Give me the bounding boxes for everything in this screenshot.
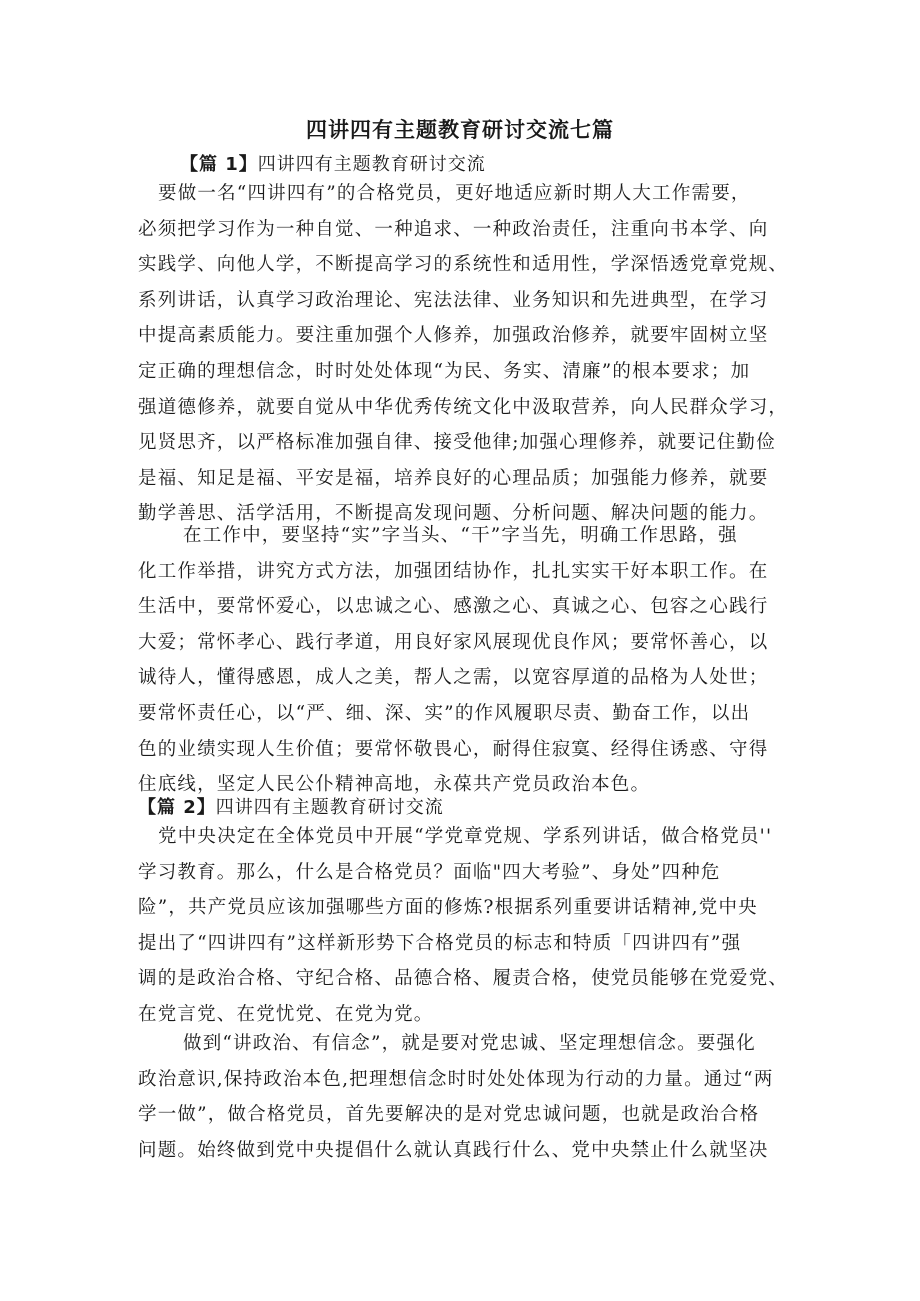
text-line: 党中央决定在全体党员中开展“学党章党规、学系列讲话，做合格党员'' [158, 826, 773, 847]
text-line: 见贤思齐，以严格标准加强自律、接受他律;加强心理修养，就要记住勤俭 [138, 432, 776, 454]
section-2-paragraph-1 [138, 819, 788, 1033]
text-line: 定正确的理想信念，时时处处体现“为民、务实、清廉”的根本要求；加 [138, 360, 751, 382]
text-line: 色的业绩实现人生价值；要常怀敬畏心，耐得住寂寞、经得住诱惑、守得 [138, 738, 769, 760]
text-line: 学一做”，做合格党员，首先要解决的是对党忠诚问题，也就是政治合格 [138, 1104, 760, 1126]
section-2-tag: 【篇 2】 [138, 797, 216, 818]
section-1-heading [180, 150, 486, 176]
text-line: 住底线，坚定人民公仆精神高地，永葆共产党员政治本色。 [138, 774, 651, 796]
text-line: 学习教育。那么，什么是合格党员？面临"四大考验”、身处”四种危 [138, 861, 721, 883]
section-2-paragraph-2 [138, 1026, 774, 1168]
document-title: 四讲四有主题教育研讨交流七篇 [306, 118, 614, 142]
text-line: 大爱；常怀孝心、践行孝道，用良好家风展现优良作风；要常怀善心，以 [138, 631, 769, 653]
text-line: 诚待人，懂得感恩，成人之美，帮人之需，以宽容厚道的品格为人处世； [138, 667, 769, 689]
text-line: 生活中，要常怀爱心，以忠诚之心、感激之心、真诚之心、包容之心践行 [138, 596, 769, 618]
text-line: 要做一名“四讲四有”的合格党员，更好地适应新时期人大工作需要， [158, 183, 751, 204]
text-line: 在党言党、在党忧党、在党为党。 [138, 1003, 434, 1025]
text-line: 必须把学习作为一种自觉、一种追求、一种政治责任，注重向书本学、向 [138, 218, 769, 240]
section-2-heading [138, 793, 444, 819]
text-line: 系列讲话，认真学习政治理论、宪法法律、业务知识和先进典型，在学习 [138, 289, 769, 311]
section-2-title: 四讲四有主题教育研讨交流 [215, 797, 444, 818]
section-1-paragraph-1 [138, 176, 788, 532]
text-line: 险”，共产党员应该加强哪些方面的修炼?根据系列重要讲话精神,党中央 [138, 897, 758, 919]
text-line: 做到“讲政治、有信念”，就是要对党忠诚、坚定理想信念。要强化 [183, 1033, 756, 1054]
text-line: 强道德修养，就要自觉从中华优秀传统文化中汲取营养，向人民群众学习， [138, 396, 789, 418]
section-1-title: 四讲四有主题教育研讨交流 [257, 154, 486, 175]
section-1-paragraph-2 [138, 518, 768, 803]
text-line: 勤学善思、活学活用，不断提高发现问题、分析问题、解决问题的能力。 [138, 503, 769, 525]
text-line: 是福、知足是福、平安是福，培养良好的心理品质；加强能力修养，就要 [138, 467, 769, 489]
text-line: 调的是政治合格、守纪合格、品德合格、履责合格，使党员能够在党爱党、 [138, 968, 789, 990]
text-line: 化工作举措，讲究方式方法，加强团结协作，扎扎实实干好本职工作。在 [138, 560, 769, 582]
section-1-tag: 【篇 1】 [180, 154, 258, 175]
text-line: 在工作中，要坚持“实”字当头、“干”字当先，明确工作思路，强 [183, 525, 738, 546]
text-line: 实践学、向他人学，不断提高学习的系统性和适用性，学深悟透党章党规、 [138, 254, 789, 276]
text-line: 问题。始终做到党中央提倡什么就认真践行什么、党中央禁止什么就坚决 [138, 1139, 769, 1161]
text-line: 提出了“四讲四有”这样新形势下合格党员的标志和特质「四讲四有”强 [138, 932, 742, 954]
text-line: 政治意识,保持政治本色,把理想信念时时处处体现为行动的力量。通过“两 [138, 1068, 774, 1090]
text-line: 要常怀责任心，以“严、细、深、实”的作风履职尽责、勤奋工作，以出 [138, 702, 751, 724]
text-line: 中提高素质能力。要注重加强个人修养，加强政治修养，就要牢固树立坚 [138, 325, 769, 347]
